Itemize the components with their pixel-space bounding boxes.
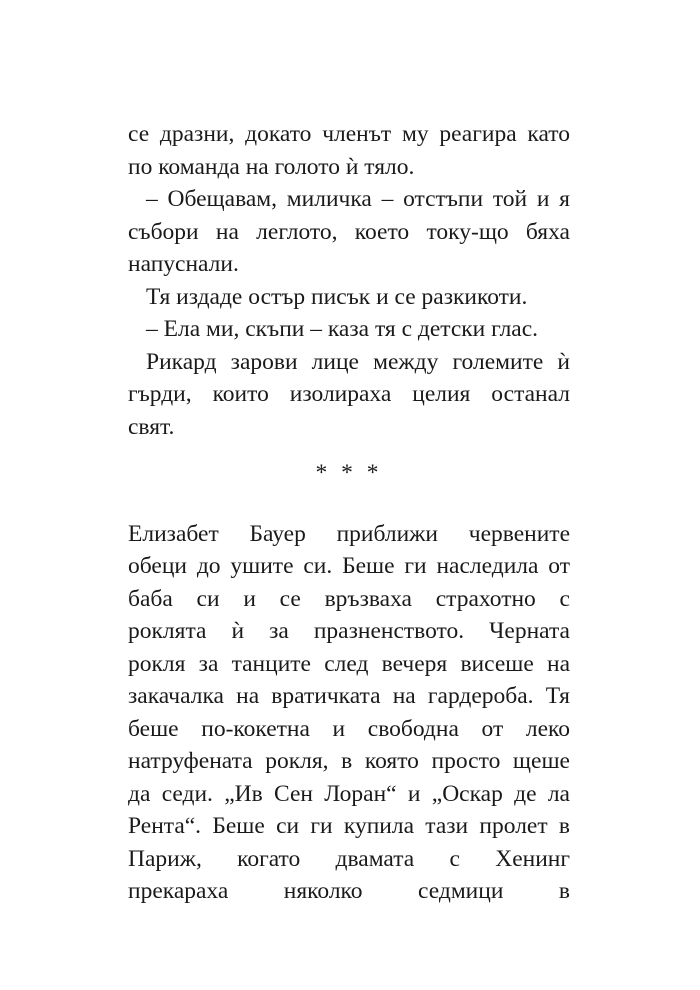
text-line: – Ела ми, скъпи – каза тя с детски глас. bbox=[146, 316, 539, 342]
text-line: баба си и се връзваха страхотно с bbox=[128, 585, 570, 612]
text-line: рокля за танците след вечеря висеше на bbox=[128, 650, 570, 677]
text-line: Рента“. Беше си ги купила тази пролет в bbox=[128, 813, 570, 839]
text-line: Париж, когато двамата с Хенинг bbox=[128, 845, 570, 872]
text-line: Тя издаде остър писък и се разкикоти. bbox=[146, 283, 528, 310]
text-line: Елизабет Бауер приближи червените bbox=[128, 520, 570, 547]
text-line: натруфената рокля, в която просто щеше bbox=[128, 748, 570, 774]
text-line: събори на леглото, което току-що бяха bbox=[128, 218, 570, 245]
text-line: закачалка на вратичката на гардероба. Тя bbox=[128, 683, 570, 709]
text-line: свят. bbox=[128, 413, 175, 440]
page-text bbox=[128, 118, 570, 908]
text-line: по команда на голото ѝ тяло. bbox=[128, 153, 415, 180]
text-line: обеци до ушите си. Беше ги наследила от bbox=[128, 553, 570, 579]
text-line: Рикард зарови лице между големите ѝ bbox=[146, 348, 570, 375]
text-line: роклята ѝ за празненството. Черната bbox=[128, 618, 570, 644]
text-line: напуснали. bbox=[128, 251, 239, 277]
text-line: – Обещавам, миличка – отстъпи той и я bbox=[146, 186, 570, 212]
text-line: гърди, които изолираха целия останал bbox=[128, 381, 570, 407]
text-line: се дразни, докато членът му реагира като bbox=[128, 121, 570, 147]
text-line: да седи. „Ив Сен Лоран“ и „Оскар де ла bbox=[128, 780, 570, 807]
text-line: беше по-кокетна и свободна от леко bbox=[128, 715, 570, 742]
text-line: прекараха няколко седмици в bbox=[128, 878, 570, 904]
section-separator: * * * bbox=[315, 460, 383, 486]
